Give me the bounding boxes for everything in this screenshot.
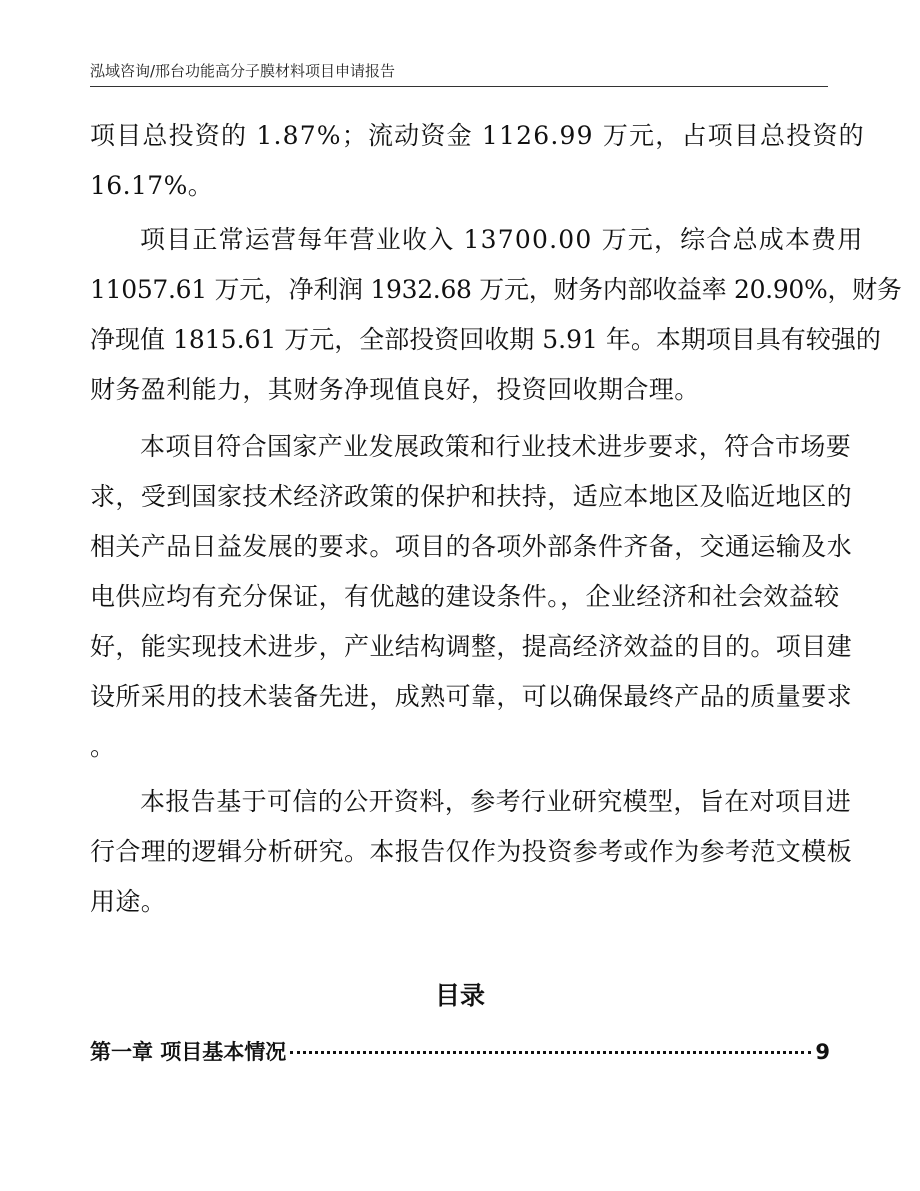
text-line: 用途。 [90, 887, 167, 916]
toc-entry[interactable] [90, 1037, 830, 1067]
text-line: 设所采用的技术装备先进，成熟可靠，可以确保最终产品的质量要求 [90, 682, 853, 711]
text-line: 求，受到国家技术经济政策的保护和扶持，适应本地区及临近地区的 [90, 482, 853, 511]
toc-title: 目录 [434, 981, 485, 1010]
text-line: 相关产品日益发展的要求。项目的各项外部条件齐备，交通运输及水 [90, 532, 853, 561]
text-line: 净现值 1815.61 万元，全部投资回收期 5.91 年。本期项目具有较强的 [90, 325, 881, 354]
paragraph-disclaimer [90, 777, 853, 927]
running-header: 泓域咨询/邢台功能高分子膜材料项目申请报告 [90, 62, 396, 80]
toc-entry-page: 9 [815, 1040, 830, 1064]
paragraph-investment-share [90, 111, 865, 211]
text-line: 项目总投资的 1.87%；流动资金 1126.99 万元，占项目总投资的 [90, 121, 865, 150]
text-line: 好，能实现技术进步，产业结构调整，提高经济效益的目的。项目建 [90, 632, 853, 661]
toc-dot-leader [290, 1051, 811, 1054]
paragraph-financials [90, 215, 902, 415]
text-line: 本报告基于可信的公开资料，参考行业研究模型，旨在对项目进 [140, 787, 852, 816]
text-line: 本项目符合国家产业发展政策和行业技术进步要求，符合市场要 [140, 432, 852, 461]
text-line: 电供应均有充分保证，有优越的建设条件。，企业经济和社会效益较 [90, 582, 840, 611]
paragraph-policy-compliance [90, 422, 853, 772]
text-line: 11057.61 万元，净利润 1932.68 万元，财务内部收益率 20.90%，财务 [90, 275, 902, 304]
header-divider [90, 86, 828, 87]
text-line: 项目正常运营每年营业收入 13700.00 万元，综合总成本费用 [140, 225, 864, 254]
text-line: 。 [90, 732, 116, 761]
text-line: 16.17%。 [90, 171, 214, 200]
text-line: 财务盈利能力，其财务净现值良好，投资回收期合理。 [90, 375, 700, 404]
toc-entry-label: 第一章 项目基本情况 [90, 1040, 287, 1064]
text-line: 行合理的逻辑分析研究。本报告仅作为投资参考或作为参考范文模板 [90, 837, 853, 866]
